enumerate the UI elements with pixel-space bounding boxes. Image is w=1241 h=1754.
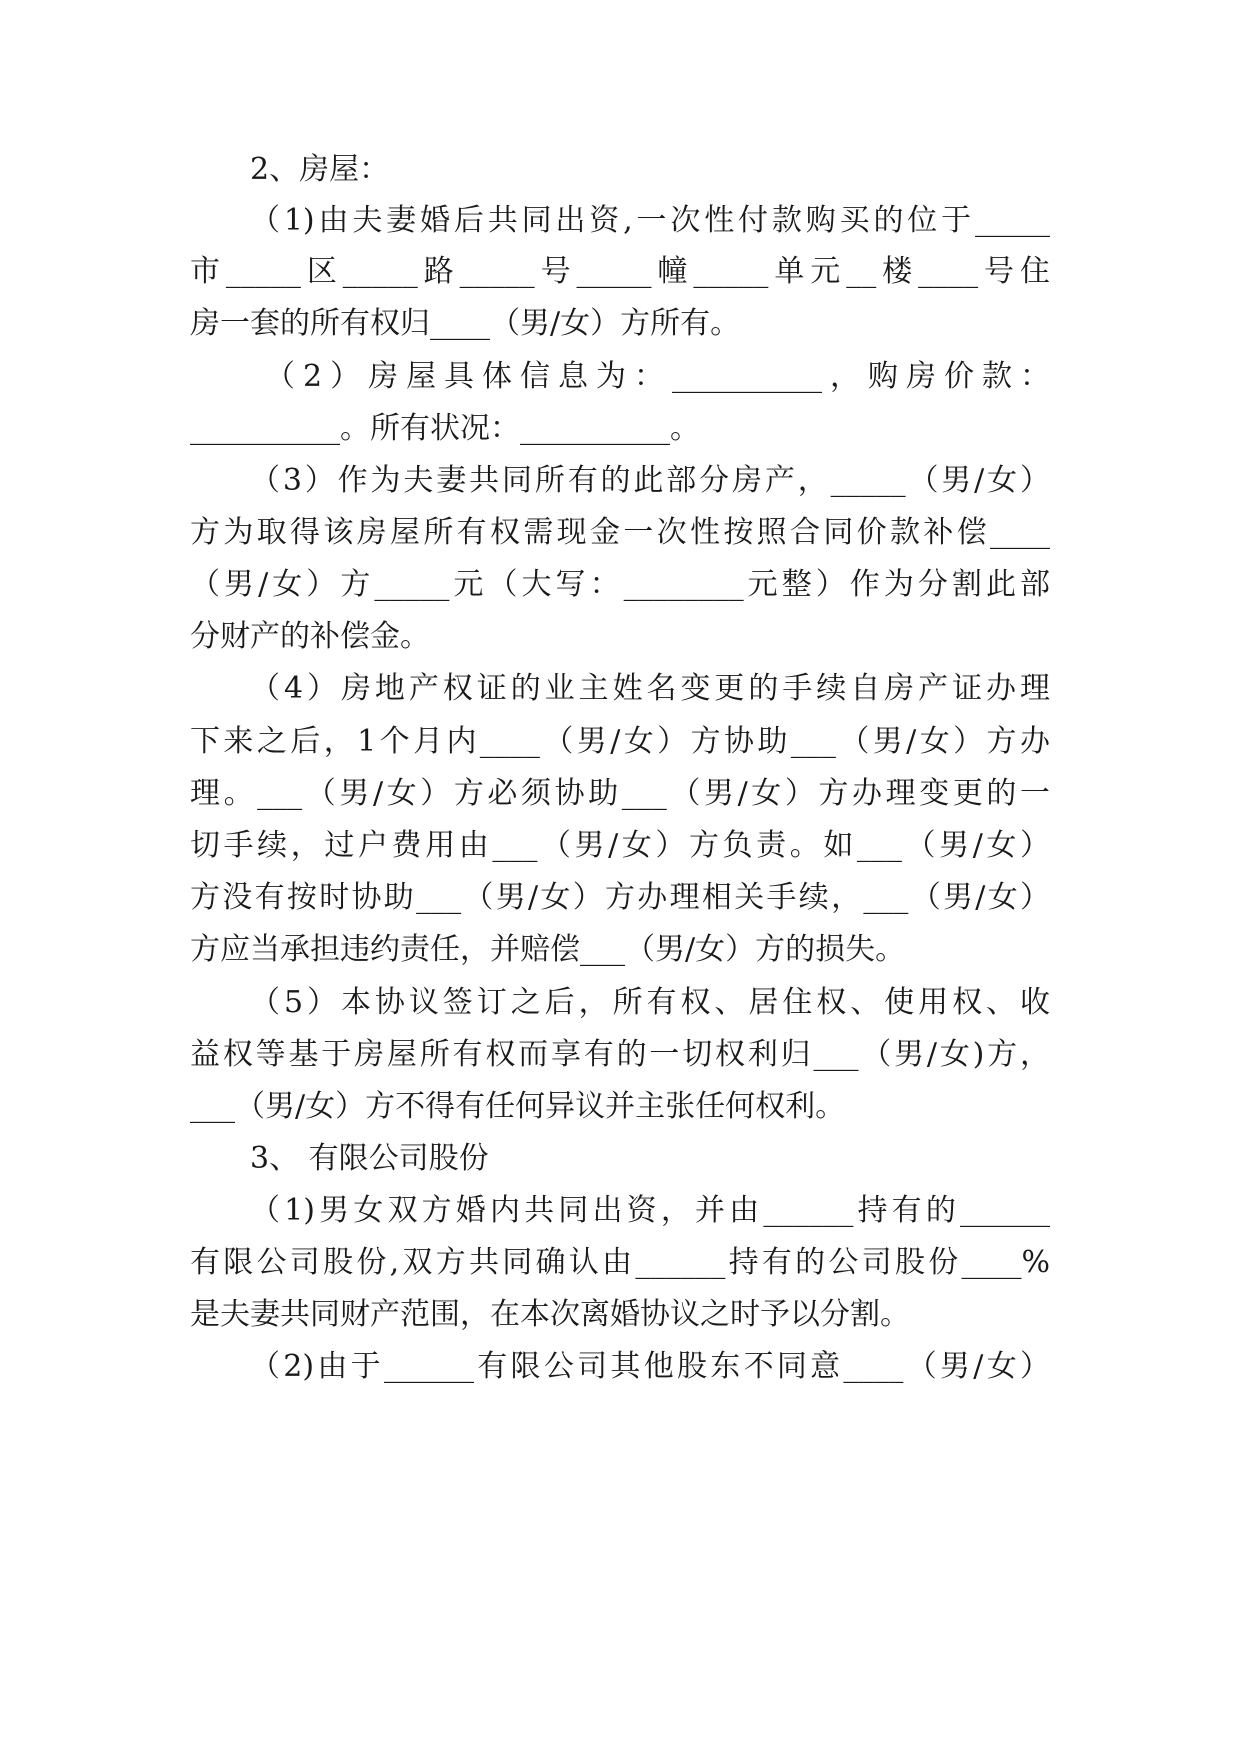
paragraph-line: （1)男女双方婚内共同出资，并由______持有的______	[250, 1193, 1050, 1228]
paragraph-line: 方没有按时协助___（男/女）方办理相关手续，___（男/女）	[190, 880, 1050, 915]
paragraph-line: 房一套的所有权归____（男/女）方所有。	[190, 306, 741, 341]
paragraph-line: （1)由夫妻婚后共同出资,一次性付款购买的位于_____	[250, 203, 1050, 238]
paragraph-line: （5）本协议签订之后，所有权、居住权、使用权、收	[250, 985, 1050, 1020]
paragraph-line: 理。___（男/女）方必须协助___（男/女）方办理变更的一	[190, 776, 1050, 811]
paragraph-line: （2)由于______有限公司其他股东不同意____（男/女）	[250, 1349, 1050, 1384]
paragraph-line: （4）房地产权证的业主姓名变更的手续自房产证办理	[250, 671, 1050, 706]
paragraph-line: （男/女）方_____元（大写：________元整）作为分割此部	[190, 567, 1050, 602]
paragraph-line: 方为取得该房屋所有权需现金一次性按照合同价款补偿____	[190, 515, 1050, 550]
paragraph-line: 市_____区_____路_____号_____幢_____单元__楼____号住	[190, 254, 1050, 289]
paragraph-line: 切手续，过户费用由___（男/女）方负责。如___（男/女）	[190, 828, 1050, 863]
paragraph-line: ___（男/女）方不得有任何异议并主张任何权利。	[190, 1089, 846, 1124]
section-heading-company-shares: 3、 有限公司股份	[250, 1141, 489, 1176]
paragraph-line: （3）作为夫妻共同所有的此部分房产，_____（男/女）	[250, 463, 1050, 498]
paragraph-line: （2）房屋具体信息为：__________，购房价款：	[265, 359, 1050, 394]
paragraph-line: 方应当承担违约责任，并赔偿___（男/女）方的损失。	[190, 932, 906, 967]
paragraph-line: 有限公司股份,双方共同确认由______持有的公司股份____%	[190, 1245, 1050, 1280]
paragraph-line: 分财产的补偿金。	[190, 619, 430, 654]
paragraph-line: __________。所有状况：__________。	[190, 411, 700, 446]
paragraph-line: 下来之后，1个月内____（男/女）方协助___（男/女）方办	[190, 724, 1050, 759]
paragraph-line: 益权等基于房屋所有权而享有的一切权利归___（男/女)方，	[190, 1037, 1050, 1072]
section-heading-house: 2、房屋：	[250, 152, 390, 187]
paragraph-line: 是夫妻共同财产范围，在本次离婚协议之时予以分割。	[190, 1297, 910, 1332]
